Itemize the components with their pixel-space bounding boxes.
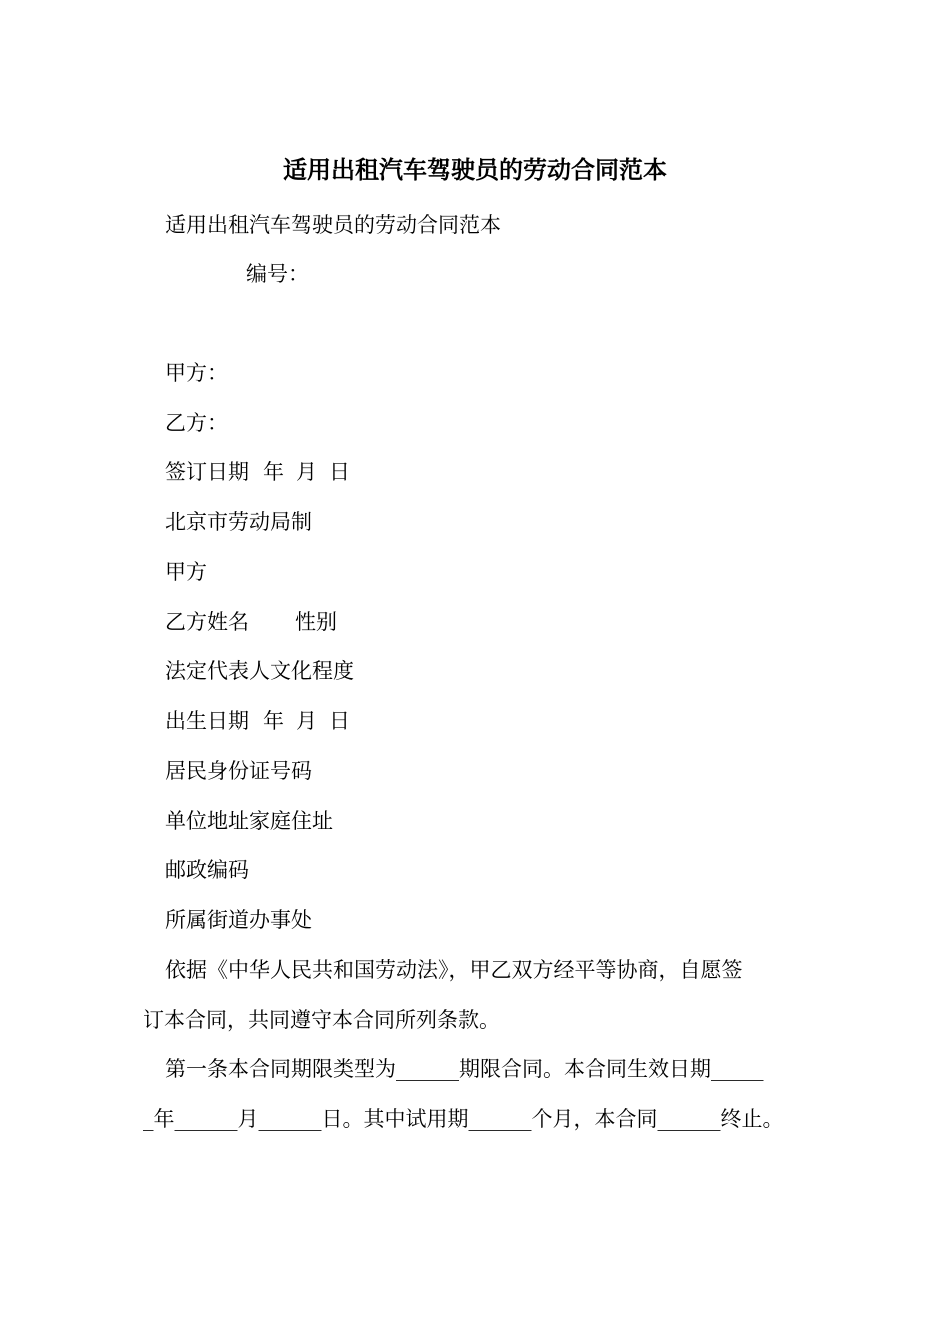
birth-date-line — [165, 706, 350, 736]
birth-date-month: 月 — [296, 709, 317, 733]
party-a-label: 甲方： — [165, 361, 228, 385]
party-b-name-label: 乙方姓名 — [165, 610, 249, 634]
article-1-line-2: _年______月______日。其中试用期______个月，本合同______终止。 — [143, 1107, 784, 1131]
document-title: 适用出租汽车驾驶员的劳动合同范本 — [283, 156, 667, 184]
article-1-line-1: 第一条本合同期限类型为______期限合同。本合同生效日期_____ — [165, 1057, 764, 1081]
birth-date-year: 年 — [263, 709, 284, 733]
document-subtitle: 适用出租汽车驾驶员的劳动合同范本 — [165, 213, 501, 237]
birth-date-day: 日 — [329, 709, 350, 733]
issuer-line: 北京市劳动局制 — [165, 510, 312, 534]
postcode-line: 邮政编码 — [165, 858, 249, 882]
id-number-line: 居民身份证号码 — [165, 759, 312, 783]
form-party-a: 甲方 — [165, 560, 207, 584]
party-b-name-line — [165, 607, 337, 637]
legal-rep-education-line: 法定代表人文化程度 — [165, 659, 354, 683]
sign-date-day: 日 — [329, 460, 350, 484]
sign-date-year: 年 — [263, 460, 284, 484]
preamble-line-1: 依据《中华人民共和国劳动法》，甲乙双方经平等协商，自愿签 — [165, 958, 743, 982]
number-label: 编号： — [246, 262, 309, 286]
birth-date-label: 出生日期 — [165, 709, 249, 733]
preamble-line-2: 订本合同，共同遵守本合同所列条款。 — [143, 1008, 500, 1032]
party-b-label: 乙方： — [165, 411, 228, 435]
street-office-line: 所属街道办事处 — [165, 908, 312, 932]
gender-label: 性别 — [295, 610, 337, 634]
sign-date-label: 签订日期 — [165, 460, 249, 484]
sign-date-month: 月 — [296, 460, 317, 484]
sign-date-line — [165, 457, 350, 487]
address-line: 单位地址家庭住址 — [165, 809, 333, 833]
